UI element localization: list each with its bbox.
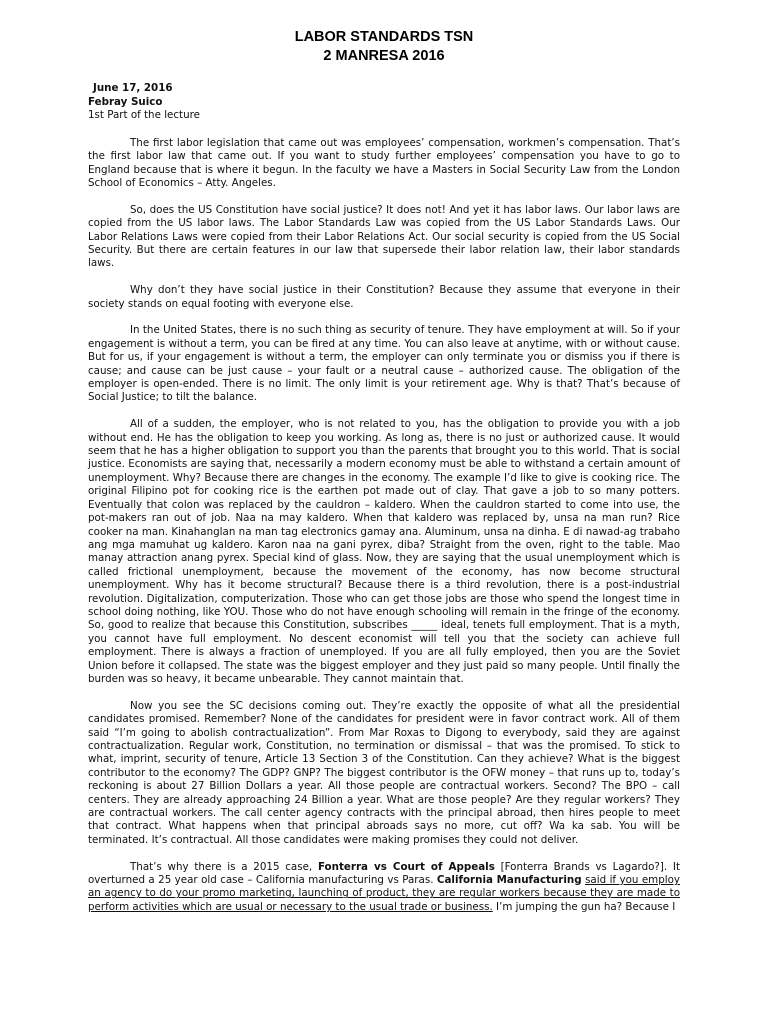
paragraph-2: So, does the US Constitution have social justice? It does not! And yet it has labor laws. Our labor laws are copied from the US labor laws. The Labor Standards Law was copied from the US Labor Standards Laws. Our Labor Relations Laws were copied from their Labor Relations Act. Our social security is copied from the US Social Security. But there are certain features in our law that supersede their labor relation law, their labor standards laws. <box>88 203 680 270</box>
lecture-meta <box>88 82 680 123</box>
paragraph-7-text-1: That’s why there is a 2015 case, <box>130 860 318 873</box>
paragraph-6: Now you see the SC decisions coming out. They’re exactly the opposite of what all the presidential candidates promised. Remember? None of the candidates for president were in favor contract work. All of them said “I’m going to abolish contractualization”. From Mar Roxas to Digong to everybody, said they are against contractualization. Regular work, Constitution, no termination or dismissal – that was the promised. To stick to what, imprint, security of tenure, Article 13 Section 3 of the Constitution. Can they achieve? What is the biggest contributor to the economy? The GDP? GNP? The biggest contributor is the OFW money – that runs up to, today’s reckoning is about 27 Billion Dollars a year. All those people are contractual workers. Second? The BPO – call centers. They are already approaching 24 Billion a year. What are those people? Are they regular workers? They are contractual workers. The call center agency contracts with the principal abroad, then hires people to meet that contract. What happens when that principal abroads says no more, cut off? Wa ka sab. You will be terminated. It’s contractual. All those candidates were making promises they could not deliver. <box>88 699 680 846</box>
paragraph-4: In the United States, there is no such thing as security of tenure. They have employment at will. So if your engagement is without a term, you can be fired at any time. You can also leave at anytime, with or without cause. But for us, if your engagement is without a term, the employer can only terminate you or dismiss you if there is cause; and cause can be just cause – your fault or a neutral cause – authorized cause. The obligation of the employer is open-ended. There is no limit. The only limit is your retirement age. Why is that? That’s because of Social Justice; to tilt the balance. <box>88 324 680 404</box>
case-name-fonterra: Fonterra vs Court of Appeals <box>317 860 495 873</box>
paragraph-1: The first labor legislation that came out was employees’ compensation, workmen’s compensation. That’s the first labor law that came out. If you want to study further employees’ compensation you have to go to England because that is where it begun. In the faculty we have a Masters in Social Security Law from the London School of Economics – Atty. Angeles. <box>88 136 680 189</box>
transcriber-name: Febray Suico <box>88 95 163 108</box>
paragraph-7 <box>88 861 680 915</box>
document-body <box>88 137 680 914</box>
underlined-ruling: said if you employ an agency to do your promo marketing, launching of product, they are regular workers because they are made to perform activities which are usual or necessary to the usual trade or business. <box>88 874 680 913</box>
paragraph-7-text-2: [Fonterra Brands vs Lagardo?]. It overturned a 25 year old case – California manufacturing vs Paras. <box>88 860 680 887</box>
title-line-1: LABOR STANDARDS TSN <box>294 29 474 45</box>
document-title <box>88 28 680 66</box>
case-name-california: California Manufacturing <box>436 874 582 887</box>
paragraph-5: All of a sudden, the employer, who is not related to you, has the obligation to provide you with a job without end. He has the obligation to keep you working. As long as, there is no just or authorized cause. It would seem that he has a higher obligation to support you than the parents that brought you to this world. That is social justice. Economists are saying that, necessarily a modern economy must be able to withstand a certain amount of unemployment. Why? Because there are changes in the economy. The example I’d like to give is cooking rice. The original Filipino pot for cooking rice is the earthen pot made out of clay. That gave a job to so many potters. Eventually that colon was replaced by the cauldron – kaldero. When the cauldron started to come into use, the pot-makers ran out of job. Naa na may kaldero. When that kaldero was replaced by, unsa na man run? Rice cooker na man. Kinahanglan na man tag electronics gamay ana. Aluminum, unsa na dinha. E di nawad-ag trabaho ang mga mamuhat ug kaldero. Karon naa na gani pyrex, diba? Straight from the oven, right to the table. Mao manay attraction anang pyrex. Special kind of glass. Now, they are saying that the usual unemployment which is called frictional unemployment, because the movement of the economy, has now become structural unemployment. Why has it become structural? Because there is a third revolution, there is a post-industrial revolution. Digitalization, computerization. Those who can get those jobs are those who spend the longest time in school doing nothing, like YOU. Those who do not have enough schooling will remain in the fringe of the economy. So, good to realize that because this Constitution, subscribes _____ ideal, tenets full employment. That is a myth, you cannot have full employment. No descent economist will tell you that the society can achieve full employment. There is always a fraction of unemployed. If you are all fully employed, then you are the Soviet Union before it collapsed. The state was the biggest employer and they just paid so many people. Until finally the burden was so heavy, it became unbearable. They cannot maintain that. <box>88 418 680 685</box>
lecture-date: June 17, 2016 <box>93 82 173 94</box>
paragraph-7-text-4: I’m jumping the gun ha? Because I <box>492 900 676 913</box>
title-line-2: 2 MANRESA 2016 <box>323 48 445 64</box>
lecture-part: 1st Part of the lecture <box>88 109 200 122</box>
paragraph-3: Why don’t they have social justice in their Constitution? Because they assume that everyone in their society stands on equal footing with everyone else. <box>88 284 680 310</box>
